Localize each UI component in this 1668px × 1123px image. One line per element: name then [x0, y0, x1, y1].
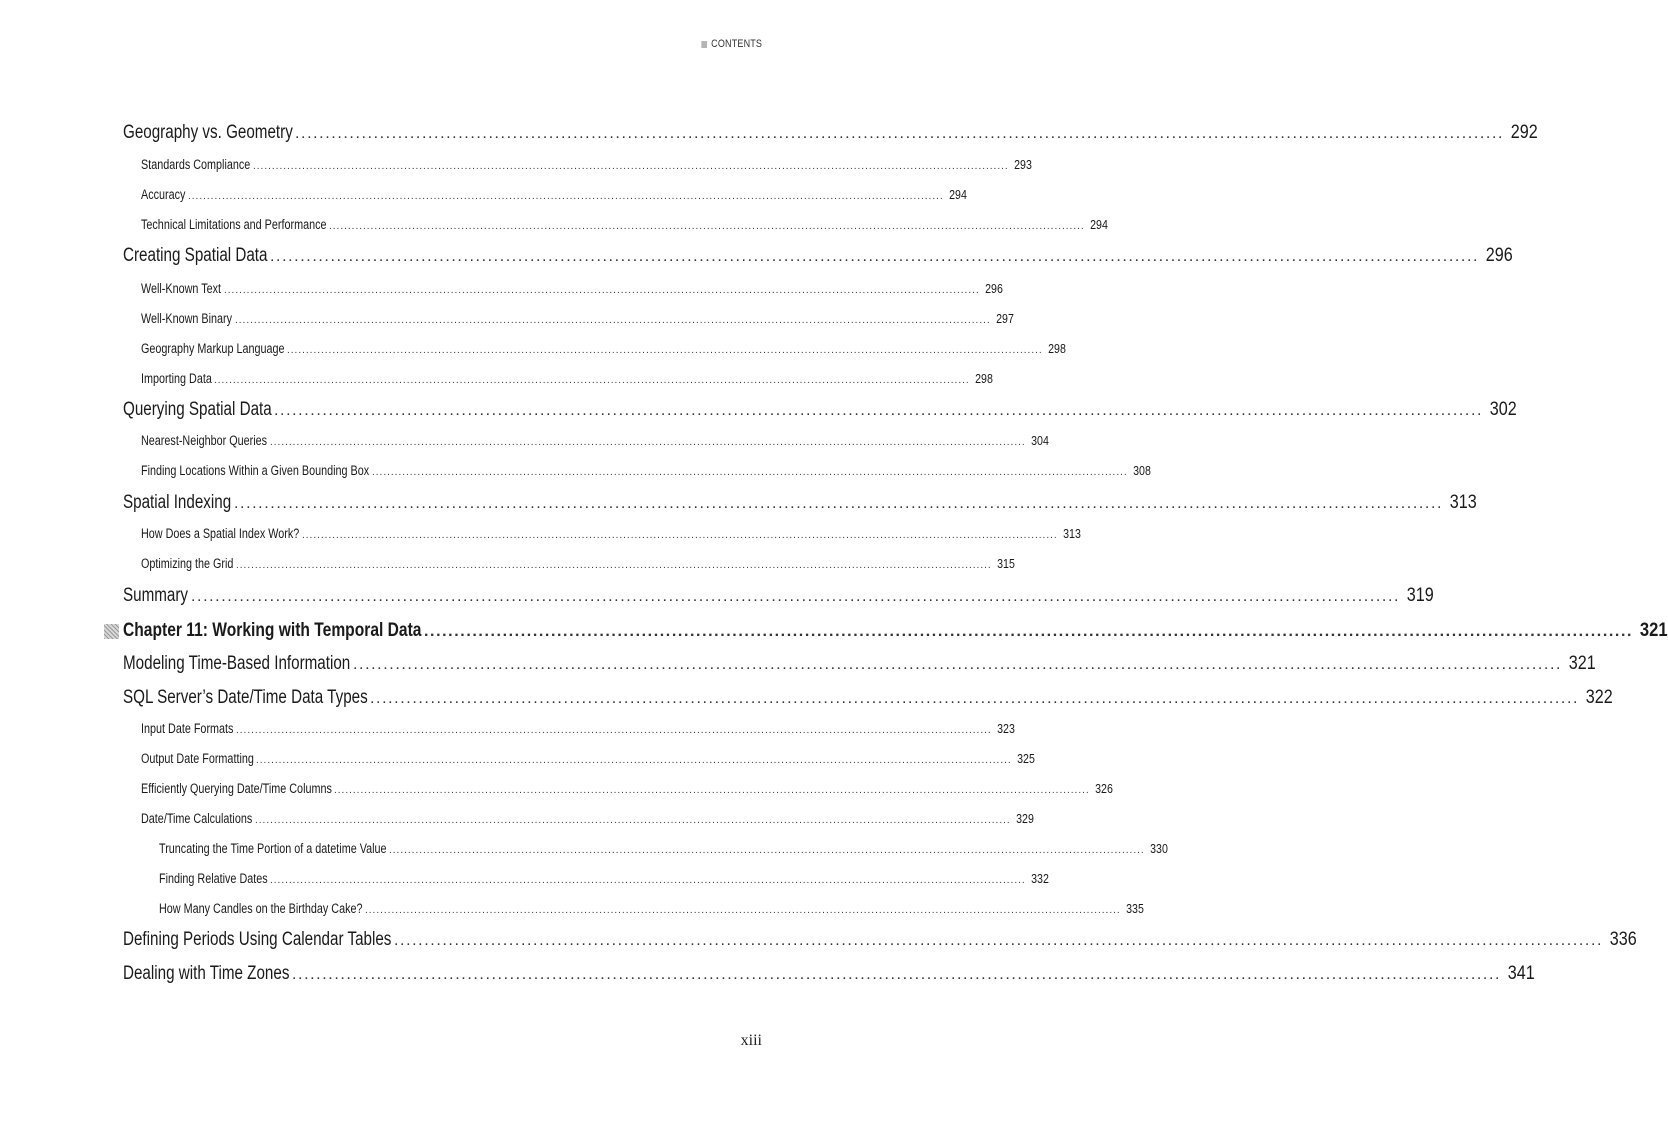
toc-entry[interactable]	[141, 187, 967, 202]
toc-entry-title: How Many Candles on the Birthday Cake?	[159, 901, 363, 916]
toc-entry[interactable]	[141, 157, 1032, 172]
toc-entry-page: 297	[995, 312, 1014, 326]
dot-leader: ........................................................................................................................................................................................................	[329, 221, 1085, 232]
toc-entry-title: Finding Relative Dates	[159, 871, 268, 886]
toc-entry-page: 326	[1094, 782, 1113, 796]
toc-entry-page: 313	[1449, 492, 1477, 513]
chapter-marker-icon	[104, 624, 119, 639]
dot-leader: ........................................................................................................................................................................................................	[270, 437, 1026, 448]
dot-leader: ........................................................................................................................................................................................................	[253, 161, 1009, 172]
toc-entry-page: 293	[1013, 158, 1032, 172]
dot-leader: ........................................................................................................................................................................................................	[292, 966, 1502, 983]
toc-entry[interactable]	[141, 811, 1034, 826]
toc-entry-title: Geography Markup Language	[141, 341, 285, 356]
dot-leader: ........................................................................................................................................................................................................	[302, 530, 1058, 541]
toc-entry-page: 315	[996, 557, 1015, 571]
toc-entry-page: 332	[1030, 872, 1049, 886]
toc-entry[interactable]	[159, 841, 1168, 856]
toc-entry[interactable]	[123, 122, 1538, 144]
toc-entry-page: 336	[1609, 929, 1637, 950]
toc-entry[interactable]	[141, 433, 1049, 448]
header-label: CONTENTS	[711, 38, 762, 50]
toc-entry-title: Importing Data	[141, 371, 212, 386]
toc-entry[interactable]	[141, 217, 1108, 232]
toc-entry[interactable]	[123, 245, 1513, 267]
toc-entry-page: 341	[1507, 963, 1535, 984]
dot-leader: ........................................................................................................................................................................................................	[270, 875, 1026, 886]
toc-entry[interactable]	[123, 653, 1596, 675]
toc-entry[interactable]	[123, 963, 1535, 985]
toc-entry-page: 325	[1016, 752, 1035, 766]
toc-entry-title: Truncating the Time Portion of a datetime Value	[159, 841, 387, 856]
toc-entry-page: 335	[1125, 902, 1144, 916]
toc-entry-title: Spatial Indexing	[123, 492, 232, 513]
dot-leader: ........................................................................................................................................................................................................	[370, 690, 1580, 707]
toc-entry-title: Dealing with Time Zones	[123, 963, 290, 984]
dot-leader: ........................................................................................................................................................................................................	[295, 125, 1505, 142]
toc-entry-title: Modeling Time-Based Information	[123, 653, 351, 674]
toc-entry[interactable]	[141, 526, 1081, 541]
toc-entry[interactable]	[141, 556, 1015, 571]
toc-entry-page: 298	[1047, 342, 1066, 356]
dot-leader: ........................................................................................................................................................................................................	[256, 755, 1012, 766]
toc-entry-title: Chapter 11: Working with Temporal Data	[123, 619, 422, 641]
toc-entry-title: Technical Limitations and Performance	[141, 217, 327, 232]
toc-entry-title: Well-Known Binary	[141, 311, 233, 326]
toc-entry-page: 308	[1132, 464, 1151, 478]
dot-leader: ........................................................................................................................................................................................................	[236, 560, 992, 571]
toc-entry[interactable]	[141, 463, 1151, 478]
toc-entry[interactable]	[159, 901, 1144, 916]
toc-entry-page: 294	[948, 188, 967, 202]
toc-entry[interactable]	[141, 281, 1003, 296]
toc-entry-title: Geography vs. Geometry	[123, 122, 293, 143]
dot-leader: ........................................................................................................................................................................................................	[188, 191, 944, 202]
dot-leader: ........................................................................................................................................................................................................	[270, 248, 1480, 265]
dot-leader: ........................................................................................................................................................................................................	[236, 725, 992, 736]
dot-leader: ........................................................................................................................................................................................................	[224, 285, 980, 296]
toc-entry-title: Nearest-Neighbor Queries	[141, 433, 268, 448]
toc-entry-title: Standards Compliance	[141, 157, 251, 172]
toc-entry-title: Input Date Formats	[141, 721, 234, 736]
toc-entry-page: 322	[1585, 687, 1613, 708]
toc-entry[interactable]	[141, 721, 1015, 736]
dot-leader: ........................................................................................................................................................................................................	[334, 785, 1090, 796]
toc-entry-page: 304	[1030, 434, 1049, 448]
toc-entry-page: 319	[1406, 585, 1434, 606]
dot-leader: ........................................................................................................................................................................................................	[424, 623, 1634, 640]
toc-entry-title: Optimizing the Grid	[141, 556, 234, 571]
toc-entry-page: 323	[996, 722, 1015, 736]
toc-entry-title: Well-Known Text	[141, 281, 222, 296]
dot-leader: ........................................................................................................................................................................................................	[274, 402, 1484, 419]
toc-entry-title: Defining Periods Using Calendar Tables	[123, 929, 392, 950]
toc-entry-page: 294	[1089, 218, 1108, 232]
toc-entry[interactable]	[141, 781, 1113, 796]
dot-leader: ........................................................................................................................................................................................................	[214, 375, 970, 386]
page-number: xiii	[740, 1032, 762, 1049]
toc-entry[interactable]	[123, 929, 1637, 951]
dot-leader: ........................................................................................................................................................................................................	[372, 467, 1128, 478]
toc-entry-title: Creating Spatial Data	[123, 245, 268, 266]
dot-leader: ........................................................................................................................................................................................................	[287, 345, 1043, 356]
toc-entry-page: 292	[1510, 122, 1538, 143]
dot-leader: ........................................................................................................................................................................................................	[365, 905, 1121, 916]
toc-entry-title: Querying Spatial Data	[123, 399, 272, 420]
toc-entry[interactable]	[141, 341, 1066, 356]
toc-entry[interactable]	[141, 371, 993, 386]
toc-entry[interactable]	[123, 585, 1434, 607]
toc-entry[interactable]	[141, 311, 1014, 326]
toc-entry-page: 298	[974, 372, 993, 386]
dot-leader: ........................................................................................................................................................................................................	[255, 815, 1011, 826]
dot-leader: ........................................................................................................................................................................................................	[389, 845, 1145, 856]
dot-leader: ........................................................................................................................................................................................................	[191, 588, 1401, 605]
toc-entry-title: Date/Time Calculations	[141, 811, 253, 826]
toc-entry[interactable]	[159, 871, 1049, 886]
toc-entry[interactable]	[141, 751, 1035, 766]
toc-entry-title: Finding Locations Within a Given Bounding Box	[141, 463, 370, 478]
toc-entry-page: 329	[1015, 812, 1034, 826]
dot-leader: ........................................................................................................................................................................................................	[353, 656, 1563, 673]
dot-leader: ........................................................................................................................................................................................................	[234, 495, 1444, 512]
dot-leader: ........................................................................................................................................................................................................	[394, 932, 1604, 949]
toc-entry-page: 330	[1149, 842, 1168, 856]
dot-leader: ........................................................................................................................................................................................................	[235, 315, 991, 326]
toc-entry-title: Output Date Formatting	[141, 751, 254, 766]
toc-entry[interactable]	[123, 687, 1613, 709]
toc-entry-page: 321	[1639, 619, 1668, 641]
toc-entry-page: 296	[984, 282, 1003, 296]
toc-entry[interactable]	[123, 399, 1517, 421]
toc-entry-title: Efficiently Querying Date/Time Columns	[141, 781, 332, 796]
toc-entry-page: 302	[1489, 399, 1517, 420]
toc-entry-page: 296	[1485, 245, 1513, 266]
toc-entry-title: SQL Server’s Date/Time Data Types	[123, 687, 368, 708]
toc-entry[interactable]	[123, 492, 1477, 514]
toc-entry-page: 321	[1568, 653, 1596, 674]
toc-entry-title: Accuracy	[141, 187, 186, 202]
toc-entry-title: Summary	[123, 585, 189, 606]
toc-chapter-entry[interactable]	[123, 619, 1668, 642]
toc-entry-page: 313	[1062, 527, 1081, 541]
toc-entry-title: How Does a Spatial Index Work?	[141, 526, 300, 541]
